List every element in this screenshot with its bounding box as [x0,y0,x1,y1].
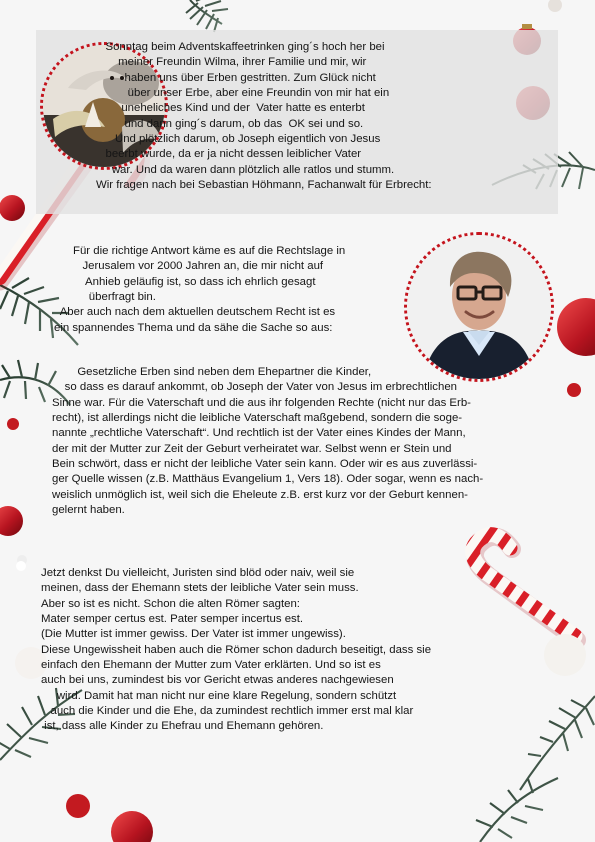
legal-explanation-paragraph: Gesetzliche Erben sind neben dem Ehepartner die Kinder, so dass es darauf ankommt, ob Joseph der Vater von Jesus im erbrechtlichen Sinne war. Für die Vaterschaft und die aus ihr folgenden Rechte (nicht nur das Erb- recht), ist allerdings nicht die leibliche Vaterschaft maßgebend, sondern die soge- nannte „rechtliche Vaterschaft“. Und rechtlich ist der Vater eines Kindes der Mann, der mit der Mutter zur Zeit der Geburt verheiratet war. Selbst wenn er Stein und Bein schwört, dass er nicht der leibliche Vater sein kann. Oder wir es aus zuverlässi- ger Quelle wissen (z.B. Matthäus Evangelium 1, Vers 18). Oder sogar, wenn es nach- weislich unmöglich ist, weil sich die Eheleute z.B. erst kurz vor der Geburt kennen- gelernt haben. [52,366,484,517]
lawyer-portrait-icon [407,235,551,379]
answer-paragraph: Für die richtige Antwort käme es auf die Rechtslage in Jerusalem vor 2000 Jahren an, die mir nicht auf Anhieb geläufig ist, so dass ich ehrlich gesagt überfragt bin. Aber auch nach dem aktuellen deutschem Recht ist es ein spannendes Thema und da sähe die Sache so aus: [54,245,346,334]
pine-branch-top [186,0,228,32]
intro-paragraph: Sonntag beim Adventskaffeetrinken ging´s hoch her bei meiner Freundin Wilma, ihrer Familie und mir, wir haben uns über Erben gestritten. Zum Glück nicht über unser Erbe, aber eine Freundin von mir hat ein uneheliches Kind und der Vater hatte es enterbt und dann ging´s darum, ob das OK sei und so. Und plötzlich darum, ob Joseph eigentlich von Jesus beerbt wurde, da er ja nicht dessen leiblicher Vater war. Und da waren dann plötzlich alle ratlos und stumm. Wir fragen nach bei Sebastian Höhmann, Fachanwalt für Erbrecht: [96,41,432,192]
lawyer-portrait-photo [404,232,554,382]
closing-paragraph: Jetzt denkst Du vielleicht, Juristen sind blöd oder naiv, weil sie meinen, dass der Ehemann stets der leibliche Vater sein muss. Aber so ist es nicht. Schon die alten Römer sagten: Mater semper certus est. Pater semper incertus est. (Die Mutter ist immer gewiss. Der Vater ist immer ungewiss). Diese Ungewissheit haben auch die Römer schon dadurch beseitigt, dass sie einfach den Ehemann der Mutter zum Vater erklärten. Und so ist es auch bei uns, zumindest bis vor Gericht etwas anderes nachgewiesen wird. Damit hat man nicht nur eine klare Regelung, sondern schützt auch die Kinder und die Ehe, da zumindest rechtlich immer erst mal klar ist, dass alle Kinder zu Ehefrau und Ehemann gehören. [41,567,432,733]
